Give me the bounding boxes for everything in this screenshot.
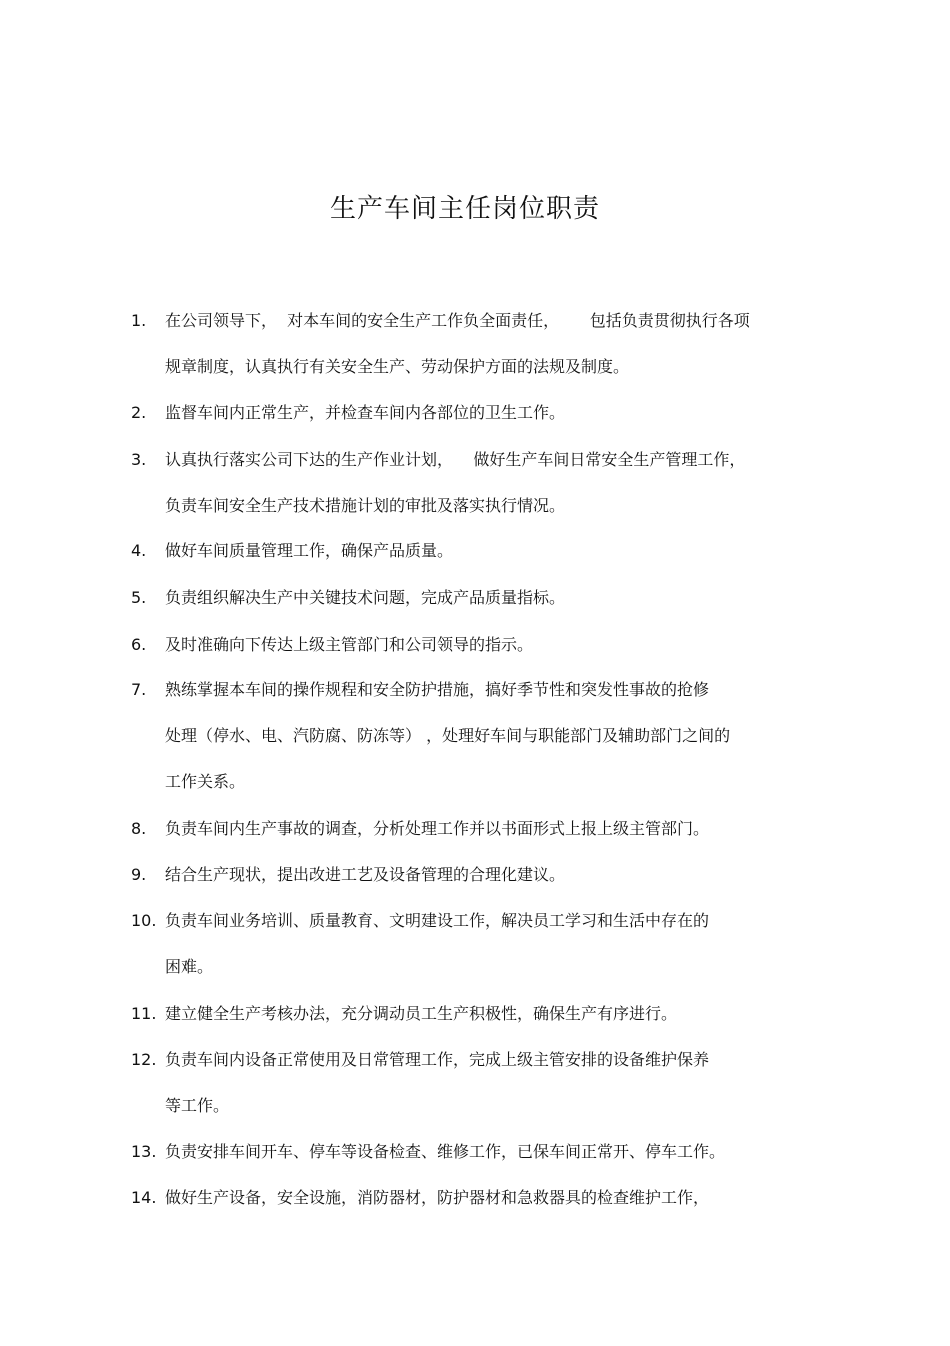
item-number: 3. bbox=[131, 450, 147, 469]
item-text-line: 监督车间内正常生产，并检查车间内各部位的卫生工作。 bbox=[165, 403, 566, 422]
item-number: 8. bbox=[131, 819, 147, 838]
item-number: 6. bbox=[131, 635, 147, 654]
item-text-line: 负责组织解决生产中关键技术问题，完成产品质量指标。 bbox=[165, 588, 566, 607]
item-text-line: 熟练掌握本车间的操作规程和安全防护措施，搞好季节性和突发性事故的抢修 bbox=[165, 680, 710, 699]
item-text-line: 及时准确向下传达上级主管部门和公司领导的指示。 bbox=[165, 635, 534, 654]
item-text-line: 等工作。 bbox=[165, 1096, 230, 1115]
item-number: 1. bbox=[131, 311, 147, 330]
item-text-line: 做好车间质量管理工作，确保产品质量。 bbox=[165, 541, 454, 560]
item-text-line: 负责车间安全生产技术措施计划的审批及落实执行情况。 bbox=[165, 496, 566, 515]
item-number: 9. bbox=[131, 865, 147, 884]
item-text-line: 在公司领导下， 对本车间的安全生产工作负全面责任， 包括负责贯彻执行各项 bbox=[165, 311, 750, 330]
item-number: 14. bbox=[131, 1188, 157, 1207]
item-number: 4. bbox=[131, 541, 147, 560]
item-text-line: 负责车间业务培训、质量教育、文明建设工作，解决员工学习和生活中存在的 bbox=[165, 911, 710, 930]
item-text-line: 负责车间内生产事故的调查，分析处理工作并以书面形式上报上级主管部门。 bbox=[165, 819, 710, 838]
item-text-line: 负责安排车间开车、停车等设备检查、维修工作，已保车间正常开、停车工作。 bbox=[165, 1142, 726, 1161]
item-text-line: 建立健全生产考核办法，充分调动员工生产积极性，确保生产有序进行。 bbox=[165, 1004, 678, 1023]
item-text-line: 做好生产设备，安全设施，消防器材，防护器材和急救器具的检查维护工作， bbox=[165, 1188, 710, 1207]
page-title: 生产车间主任岗位职责 bbox=[329, 194, 600, 224]
item-number: 11. bbox=[131, 1004, 157, 1023]
item-text-line: 困难。 bbox=[165, 957, 214, 976]
item-text-line: 认真执行落实公司下达的生产作业计划， 做好生产车间日常安全生产管理工作， bbox=[165, 450, 746, 469]
item-number: 2. bbox=[131, 403, 147, 422]
item-text-line: 结合生产现状，提出改进工艺及设备管理的合理化建议。 bbox=[165, 865, 566, 884]
item-text-line: 负责车间内设备正常使用及日常管理工作，完成上级主管安排的设备维护保养 bbox=[165, 1050, 710, 1069]
item-number: 13. bbox=[131, 1142, 157, 1161]
item-text-line: 处理（停水、电、汽防腐、防冻等） ，处理好车间与职能部门及辅助部门之间的 bbox=[165, 726, 731, 745]
item-number: 7. bbox=[131, 680, 147, 699]
item-text-line: 工作关系。 bbox=[165, 772, 246, 791]
item-text-line: 规章制度，认真执行有关安全生产、劳动保护方面的法规及制度。 bbox=[165, 357, 630, 376]
item-number: 12. bbox=[131, 1050, 157, 1069]
item-number: 10. bbox=[131, 911, 157, 930]
item-number: 5. bbox=[131, 588, 147, 607]
